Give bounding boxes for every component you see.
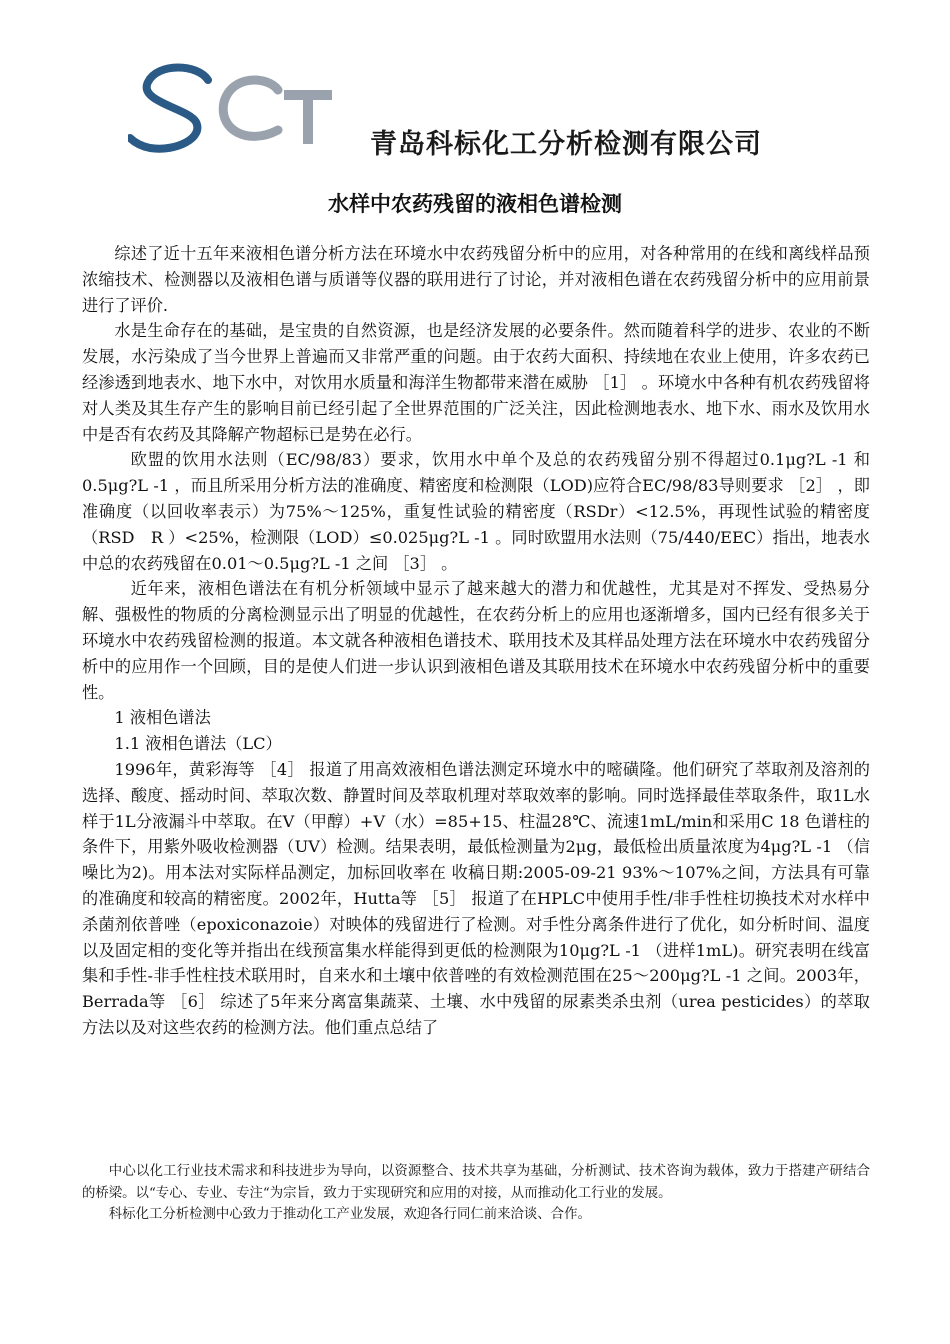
- section-heading-1: 1 液相色谱法: [114, 708, 211, 728]
- section-heading-1-1: 1.1 液相色谱法（LC）: [114, 734, 282, 754]
- paragraph-intro: 水是生命存在的基础，是宝贵的自然资源，也是经济发展的必要条件。然而随着科学的进步、农业的不断发展，水污染成了当今世界上普遍而又非常严重的问题。由于农药大面积、持续地在农业上使用，许多农药已经渗透到地表水、地下水中，对饮用水质量和海洋生物都带来潜在威胁 ［1］ 。环境水中各种有机农药残留将对人类及其生存产生的影响目前已经引起了全世界范围的广泛关注，因此检测地表水、地下水、雨水及饮用水中是否有农药及其降解产物超标已是势在必行。: [82, 321, 870, 444]
- paragraph-recent-years: 近年来，液相色谱法在有机分析领域中显示了越来越大的潜力和优越性，尤其是对不挥发、受热易分解、强极性的物质的分离检测显示出了明显的优越性，在农药分析上的应用也逐渐增多，国内已经有很多关于环境水中农药残留检测的报道。本文就各种液相色谱技术、联用技术及其样品处理方法在环境水中农药残留分析中的应用作一个回顾，目的是使人们进一步认识到液相色谱及其联用技术在环境水中农药残留分析中的重要性。: [82, 579, 870, 702]
- logo-letter-s: [130, 68, 208, 149]
- document-title: 水样中农药残留的液相色谱检测: [328, 192, 622, 216]
- paragraph-abstract: 综述了近十五年来液相色谱分析方法在环境水中农药残留分析中的应用，对各种常用的在线和离线样品预浓缩技术、检测器以及液相色谱与质谱等仪器的联用进行了讨论，并对液相色谱在农药残留分析中的应用前景进行了评价.: [82, 244, 870, 315]
- document-body: [82, 241, 870, 1041]
- page-header: [128, 60, 828, 170]
- paragraph-eu-regulation: 欧盟的饮用水法则（EC/98/83）要求，饮用水中单个及总的农药残留分别不得超过0.1μg?L -1 和0.5μg?L -1 ，而且所采用分析方法的准确度、精密度和检测限（LOD)应符合EC/98/83导则要求 ［2］ ，即准确度（以回收率表示）为75%～125%，重复性试验的精密度（RSDr）<12.5%，再现性试验的精密度（RSD R ）<25%，检测限（LOD）≤0.025μg?L -1 。同时欧盟用水法则（75/440/EEC）指出，地表水中总的农药残留在0.01～0.5μg?L -1 之间 ［3］ 。: [82, 450, 870, 573]
- logo-letter-t-stem: [303, 90, 313, 144]
- footer-paragraph-1: 中心以化工行业技术需求和科技进步为导向，以资源整合、技术共享为基础，分析测试、技术咨询为载体，致力于搭建产研结合的桥梁。以“专心、专业、专注“为宗旨，致力于实现研究和应用的对接，从而推动化工行业的发展。: [82, 1164, 870, 1201]
- page-footer: [82, 1161, 870, 1226]
- footer-paragraph-2: 科标化工分析检测中心致力于推动化工产业发展，欢迎各行同仁前来洽谈、合作。: [108, 1207, 591, 1222]
- logo-letter-c: [223, 80, 278, 136]
- company-name: 青岛科标化工分析检测有限公司: [370, 129, 762, 160]
- sct-logo: [128, 60, 358, 160]
- paragraph-lc-review: 1996年，黄彩海等 ［4］ 报道了用高效液相色谱法测定环境水中的嘧磺隆。他们研究了萃取剂及溶剂的选择、酸度、摇动时间、萃取次数、静置时间及萃取机理对萃取效率的影响。同时选择最佳萃取条件，取1L水样于1L分液漏斗中萃取。在V（甲醇）+V（水）=85+15、柱温28℃、流速1mL/min和采用C 18 色谱柱的条件下，用紫外吸收检测器（UV）检测。结果表明，最低检测量为2μg，最低检出质量浓度为4μg?L -1 （信噪比为2)。用本法对实际样品测定，加标回收率在 收稿日期:2005-09-21 93%～107%之间，方法具有可靠的准确度和较高的精密度。2002年，Hutta等 ［5］ 报道了在HPLC中使用手性/非手性柱切换技术对水样中杀菌剂依普唑（epoxiconazoie）对映体的残留进行了检测。对手性分离条件进行了优化，如分析时间、温度以及固定相的变化等并指出在线预富集水样能得到更低的检测限为10μg?L -1 （进样1mL)。研究表明在线富集和手性-非手性柱技术联用时，自来水和土壤中依普唑的有效检测范围在25～200μg?L -1 之间。2003年，Berrada等 ［6］ 综述了5年来分离富集蔬菜、土壤、水中残留的尿素类杀虫剂（urea pesticides）的萃取方法以及对这些农药的检测方法。他们重点总结了: [82, 759, 870, 1037]
